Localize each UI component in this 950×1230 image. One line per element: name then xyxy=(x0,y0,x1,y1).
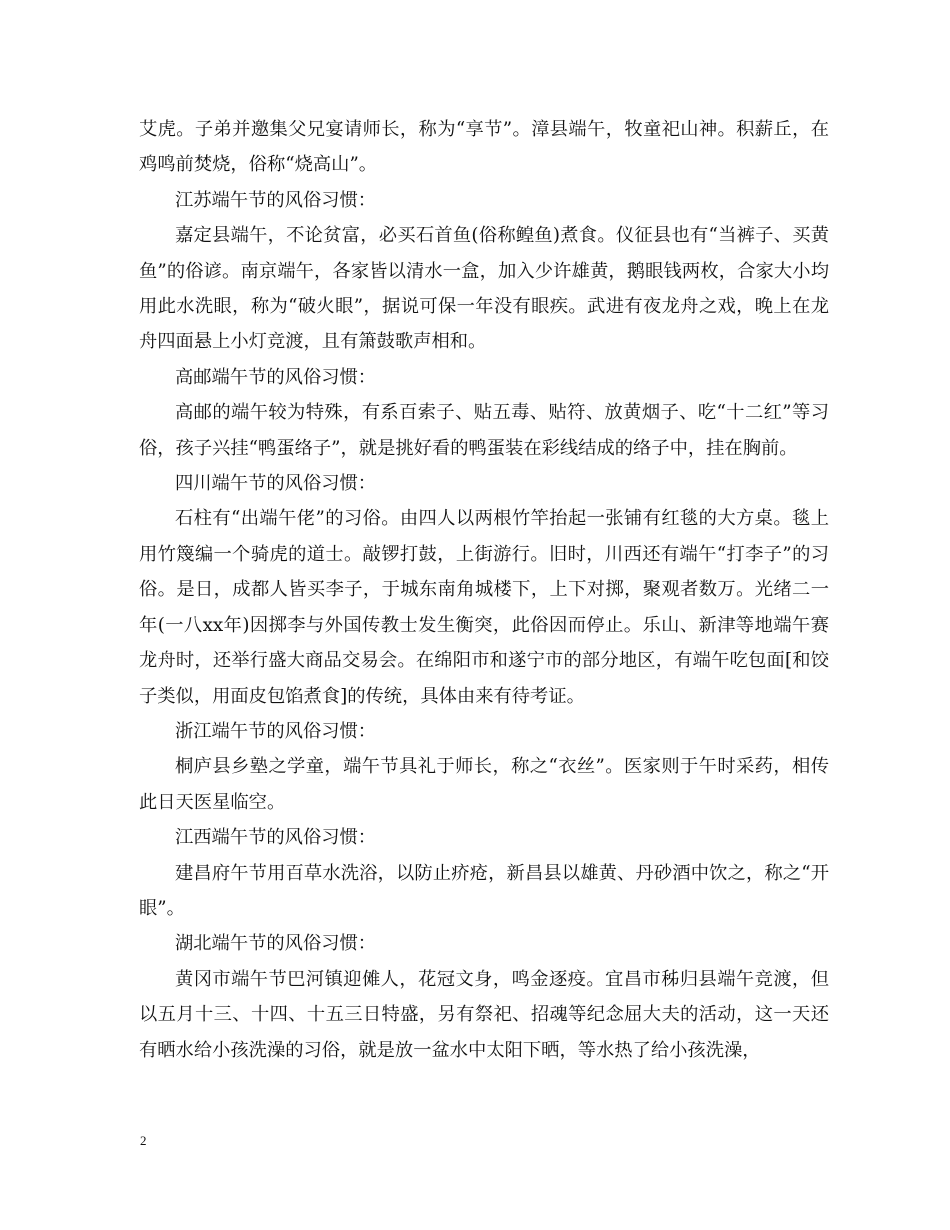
section-heading-jiangsu: 江苏端午节的风俗习惯： xyxy=(175,189,377,211)
section-heading-jiangxi: 江西端午节的风俗习惯： xyxy=(175,827,377,849)
page-number: 2 xyxy=(140,1133,147,1148)
section-heading-hubei: 湖北端午节的风俗习惯： xyxy=(175,933,377,955)
section-heading-zhejiang: 浙江端午节的风俗习惯： xyxy=(175,720,377,742)
paragraph: 石柱有“出端午佬”的习俗。由四人以两根竹竿抬起一张铺有红毯的大方桌。毯上用竹篾编一个骑虎的道士。敲锣打鼓，上街游行。旧时，川西还有端午“打李子”的习俗。是日，成都人皆买李子，于城东南角城楼下，上下对掷，聚观者数万。光绪二一年(一八xx年)因掷李与外国传教士发生衡突，此俗因而停止。乐山、新津等地端午赛龙舟时，还举行盛大商品交易会。在绵阳市和遂宁市的部分地区，有端午吃包面[和饺子类似，用面皮包馅煮食]的传统，具体由来有待考证。 xyxy=(139,508,829,707)
paragraph: 嘉定县端午，不论贫富，必买石首鱼(俗称鳇鱼)煮食。仪征县也有“当裤子、买黄鱼”的俗谚。南京端午，各家皆以清水一盒，加入少许雄黄，鹅眼钱两枚，合家大小均用此水洗眼，称为“破火眼”，据说可保一年没有眼疾。武进有夜龙舟之戏，晚上在龙舟四面悬上小灯竞渡，且有箫鼓歌声相和。 xyxy=(139,225,829,353)
paragraph: 建昌府午节用百草水洗浴，以防止疥疮，新昌县以雄黄、丹砂酒中饮之，称之“开眼”。 xyxy=(139,862,829,919)
paragraph: 黄冈市端午节巴河镇迎傩人，花冠文身，鸣金逐疫。宜昌市秭归县端午竞渡，但以五月十三、十四、十五三日特盛，另有祭祀、招魂等纪念屈大夫的活动，这一天还有晒水给小孩洗澡的习俗，就是放一盆水中太阳下晒，等水热了给小孩洗澡， xyxy=(139,968,829,1061)
section-heading-gaoyou: 高邮端午节的风俗习惯： xyxy=(175,366,377,388)
paragraph: 高邮的端午较为特殊，有系百索子、贴五毒、贴符、放黄烟子、吃“十二红”等习俗，孩子兴挂“鸭蛋络子”，就是挑好看的鸭蛋装在彩线结成的络子中，挂在胸前。 xyxy=(139,402,829,459)
body-text xyxy=(139,112,829,1068)
paragraph: 艾虎。子弟并邀集父兄宴请师长，称为“享节”。漳县端午，牧童祀山神。积薪丘，在鸡鸣前焚烧，俗称“烧高山”。 xyxy=(139,119,829,176)
section-heading-sichuan: 四川端午节的风俗习惯： xyxy=(175,473,377,495)
paragraph: 桐庐县乡塾之学童，端午节具礼于师长，称之“衣丝”。医家则于午时采药，相传此日天医星临空。 xyxy=(139,756,829,813)
